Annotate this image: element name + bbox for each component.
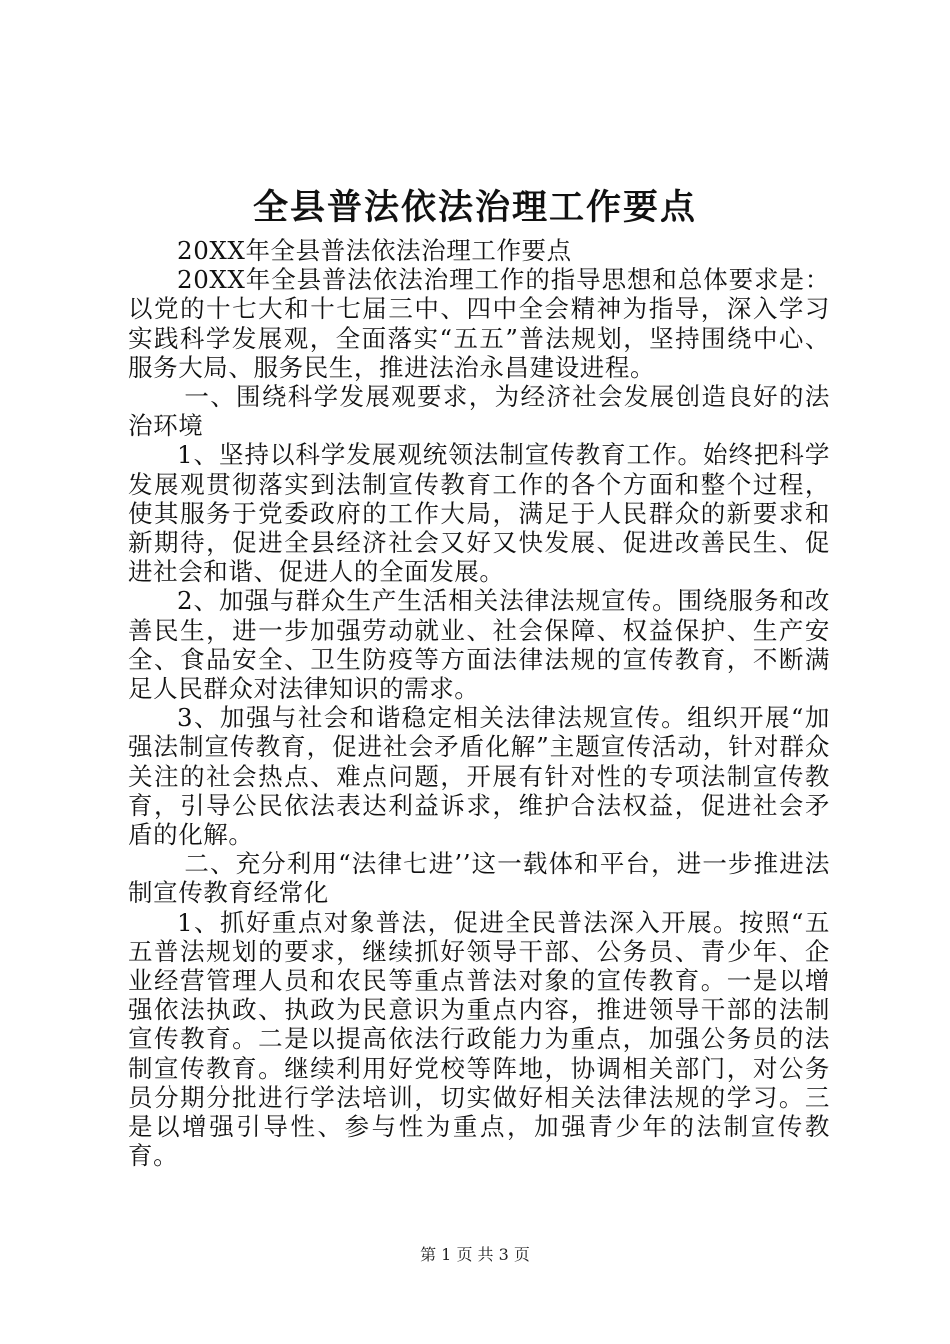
paragraph-subtitle: 20XX年全县普法依法治理工作要点 [177, 236, 572, 265]
document-body [128, 236, 830, 1171]
paragraph-item-2-1: 1、抓好重点对象普法，促进全民普法深入开展。按照“五五普法规划的要求，继续抓好领导干部、公务员、青少年、企业经营管理人员和农民等重点普法对象的宣传教育。一是以增强依法执政、执政为民意识为重点内容，推进领导干部的法制宣传教育。二是以提高依法行政能力为重点，加强公务员的法制宣传教育。继续利用好党校等阵地，协调相关部门，对公务员分期分批进行学法培训，切实做好相关法律法规的学习。三是以增强引导性、参与性为重点，加强青少年的法制宣传教育。 [128, 907, 830, 1171]
paragraph-guiding-thought: 20XX年全县普法依法治理工作的指导思想和总体要求是：以党的十七大和十七届三中、四中全会精神为指导，深入学习实践科学发展观，全面落实“五五”普法规划，坚持围绕中心、服务大局、服务民生，推进法治永昌建设进程。 [128, 265, 830, 382]
section-heading-1: 一、围绕科学发展观要求，为经济社会发展创造良好的法治环境 [128, 382, 830, 441]
paragraph-item-1-3: 3、加强与社会和谐稳定相关法律法规宣传。组织开展“加强法制宣传教育，促进社会矛盾化解”主题宣传活动，针对群众关注的社会热点、难点问题，开展有针对性的专项法制宣传教育，引导公民依法表达利益诉求，维护合法权益，促进社会矛盾的化解。 [128, 703, 830, 850]
paragraph-item-1-2: 2、加强与群众生产生活相关法律法规宣传。围绕服务和改善民生，进一步加强劳动就业、社会保障、权益保护、生产安全、食品安全、卫生防疫等方面法律法规的宣传教育，不断满足人民群众对法律知识的需求。 [128, 586, 830, 704]
section-heading-2: 二、充分利用“法律七进’’这一载体和平台，进一步推进法制宣传教育经常化 [128, 849, 830, 908]
document-title: 全县普法依法治理工作要点 [252, 187, 697, 228]
paragraph-item-1-1: 1、坚持以科学发展观统领法制宣传教育工作。始终把科学发展观贯彻落实到法制宣传教育工作的各个方面和整个过程，使其服务于党委政府的工作大局，满足于人民群众的新要求和新期待，促进全县经济社会又好又快发展、促进改善民生、促进社会和谐、促进人的全面发展。 [128, 440, 830, 587]
page-footer: 第 1 页 共 3 页 [420, 1245, 530, 1264]
